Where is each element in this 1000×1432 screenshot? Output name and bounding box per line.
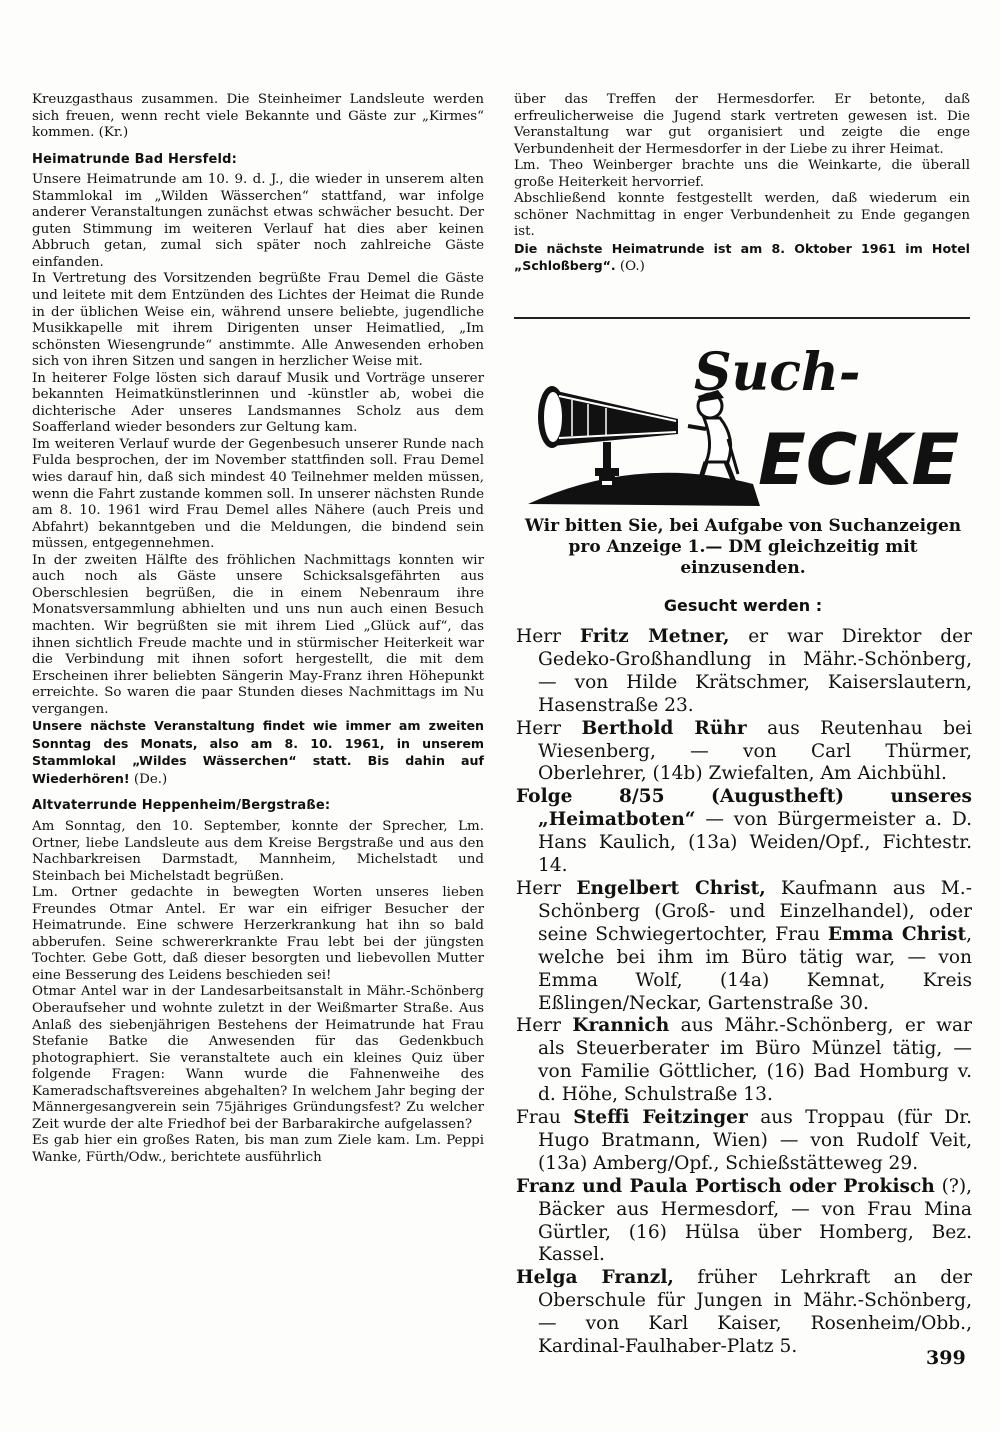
entry-text: — von Bürgermeister a. D. Hans Kaulich, (13a) Weiden/Opf., Fichtestr. 14. [538, 809, 972, 877]
search-ad-entry [516, 1107, 972, 1176]
entry-text: aus Reutenhau bei Wiesenberg, — von Carl Thürmer, Oberlehrer, (14b) Zwiefalten, Am Aichbühl. [538, 717, 973, 785]
divider-rule [514, 317, 970, 319]
entry-text: Kaufmann aus M.-Schönberg (Groß- und Einzelhandel), oder seine Schwiegertochter, Frau [538, 877, 972, 945]
announcement-paragraph [514, 241, 970, 276]
author-initials: (De.) [129, 771, 168, 787]
paragraph: Im weiteren Verlauf wurde der Gegenbesuch unserer Runde nach Fulda besprochen, der im November stattfinden soll. Frau Demel wies darauf hin, daß sich mindest 40 Teilnehmer melden müssen, wenn die Fahrt zustande kommen soll. In unserer nächsten Runde am 8. 10. 1961 wird Frau Demel alles Nähere (auch Preis und Abfahrt) bekanntgeben und die Meldungen, die bindend sein müssen, entgegennehmen. [32, 436, 484, 552]
search-ad-entry [516, 786, 972, 878]
announcement-paragraph [32, 718, 484, 788]
paragraph: In heiterer Folge lösten sich darauf Musik und Vorträge unserer bekannten Heimatkünstlerinnen und -künstler ab, wobei die dichterische Ader unseres Landsmannes Scholz aus dem Soafferland wieder besonders zur Geltung kam. [32, 370, 484, 436]
section-heading: Heimatrunde Bad Hersfeld: [32, 151, 238, 167]
entry-name: Krannich [572, 1015, 670, 1037]
entry-name: Helga Franzl, [516, 1267, 674, 1289]
fee-notice: Wir bitten Sie, bei Aufgabe von Suchanzeigen pro Anzeige 1.— DM gleichzeitig mit einzusenden. [524, 516, 962, 578]
entry-text: er war Direktor der Gedeko-Großhandlung in Mähr.-Schönberg, — von Hilde Krätschmer, Kaiserslautern, Hasenstraße 23. [538, 626, 973, 716]
entry-text: , welche bei ihm im Büro tätig war, — von Emma Wolf, (14a) Kemnat, Kreis Eßlingen/Neckar, Gartenstraße 30. [538, 923, 972, 1014]
paragraph: über das Treffen der Hermesdorfer. Er betonte, daß erfreulicherweise die Jugend stark vertreten gewesen ist. Die Veranstaltung war gut organisiert und zeigte die enge Verbundenheit der Hermesdorfer in der Liebe zu ihrer Heimat. [514, 92, 970, 157]
search-ad-entry [516, 1267, 972, 1359]
entry-text: aus Mähr.-Schönberg, er war als Steuerberater im Büro Münzel tätig, — von Familie Göttlicher, (16) Bad Homburg v. d. Höhe, Schulstraße 13. [538, 1015, 972, 1106]
entry-text: aus Troppau (für Dr. Hugo Bratmann, Wien) — von Rudolf Veit, (13a) Amberg/Opf., Schießstätteweg 29. [538, 1107, 972, 1174]
hill-shape [528, 473, 760, 506]
entry-text: früher Lehrkraft an der Oberschule für Jungen in Mähr.-Schönberg, — von Karl Kaiser, Rosenheim/Obb., Kardinal-Faulhaber-Platz 5. [538, 1267, 972, 1358]
paragraph: Lm. Ortner gedachte in bewegten Worten unseres lieben Freundes Otmar Antel. Er war ein eifriger Besucher der Heimatrunde. Eine schwere Herzerkrankung hat ihn so bald abberufen. Seine schwererkrankte Frau lebt bei der jüngsten Tochter. Gebe Gott, daß dieser besorgten und liebevollen Mutter eine Besserung des Leidens beschieden sei! [32, 885, 484, 983]
author-initials: (O.) [615, 259, 645, 275]
section-heading: Altvaterrunde Heppenheim/Bergstraße: [32, 798, 331, 814]
entry-name: Berthold Rühr [581, 717, 747, 739]
paragraph: In Vertretung des Vorsitzenden begrüßte Frau Demel die Gäste und leitete mit dem Entzünden des Lichtes der Heimat die Runde in der üblichen Weise ein, während unsere beliebte, jugendliche Musikkapelle mit ihrem Dirigenten unser Heimatlied, „Im schönsten Wiesengrunde“ anstimmte. Alle Anwesenden erhoben sich von ihren Sitzen und sangen in herzlicher Weise mit. [32, 271, 484, 370]
entry-prefix: Frau [516, 1107, 574, 1129]
entry-name: Folge 8/55 (Augustheft) unseres „Heimatboten“ [516, 786, 972, 831]
search-ad-entry [516, 1015, 972, 1107]
search-ad-entry [516, 1176, 972, 1268]
page-number: 399 [926, 1347, 966, 1369]
entry-text: (?), Bäcker aus Hermesdorf, — von Frau Mina Gürtler, (16) Hülsa über Homberg, Bez. Kassel. [538, 1175, 972, 1266]
paragraph: In der zweiten Hälfte des fröhlichen Nachmittags konnten wir auch noch als Gäste unsere Schicksalsgefährten aus Oberschlesien begrüßen, die in einem Nebenraum ihre Monatsversammlung abhielten und uns nun auch einen Besuch machten. Wir begrüßten sie mit ihrem Lied „Glück auf“, das ihnen sichtlich Freude machte und in stürmischer Heiterkeit war die Verbindung mit ihnen sofort hergestellt, die mit dem Erscheinen ihrer beliebten Sängerin May-Franz ihren Höhepunkt erreichte. So waren die paar Stunden dieses Nachmittags im Nu vergangen. [32, 552, 484, 717]
entry-prefix: Herr [516, 717, 582, 739]
search-ad-entry [516, 878, 972, 1015]
paragraph: Lm. Theo Weinberger brachte uns die Weinkarte, die überall große Heiterkeit hervorrief. [514, 158, 970, 190]
paragraph: Am Sonntag, den 10. September, konnte der Sprecher, Lm. Ortner, liebe Landsleute aus dem Kreise Bergstraße und aus den Nachbarkreisen Darmstadt, Mannheim, Michelstadt und Steinbach bei Michelstadt begrüßen. [32, 818, 484, 884]
entry-name: Emma Christ [827, 923, 967, 945]
wanted-heading: Gesucht werden : [663, 596, 823, 615]
right-column-top [514, 92, 970, 276]
entry-name: Engelbert Christ, [576, 877, 766, 899]
paragraph: Abschließend konnte festgestellt werden, daß wiederum ein schöner Nachmittag in enger Verbundenheit zu Ende gegangen ist. [514, 191, 970, 240]
announcement-bold: Die nächste Heimatrunde ist am 8. Oktober 1961 im Hotel „Schloßberg“. [514, 240, 970, 274]
announcement-bold: Unsere nächste Veranstaltung findet wie immer am zweiten Sonntag des Monats, also am 8. 10. 1961, in unserem Stammlokal „Wildes Wässerchen“ statt. Bis dahin auf Wiederhören! [32, 718, 484, 786]
banner-title-ecke: ECKE [758, 419, 960, 501]
search-ad-entry [516, 718, 972, 787]
banner-title-such: Such- [694, 342, 861, 403]
paragraph: Es gab hier ein großes Raten, bis man zum Ziele kam. Lm. Peppi Wanke, Fürth/Odw., berichtete ausführlich [32, 1133, 484, 1165]
paragraph: Kreuzgasthaus zusammen. Die Steinheimer Landsleute werden sich freuen, wenn recht viele Bekannte und Gäste zur „Kirmes“ kommen. (Kr.) [32, 92, 484, 141]
left-column [32, 92, 484, 1166]
entry-name: Fritz Metner, [579, 626, 730, 647]
paragraph: Unsere Heimatrunde am 10. 9. d. J., die wieder in unserem alten Stammlokal im „Wilden Wässerchen“ stattfand, war infolge anderer Veranstaltungen zunächst etwas schwächer besucht. Der guten Stimmung im weiteren Verlauf hat dies aber keinen Abbruch getan, zumal sich später noch zahlreiche Gäste einfanden. [32, 172, 484, 270]
paragraph: Otmar Antel war in der Landesarbeitsanstalt in Mähr.-Schönberg Oberaufseher und wohnte zuletzt in der Weißmarter Straße. Aus Anlaß des siebenjährigen Bestehens der Heimatrunde hat Frau Stefanie Batke die Anwesenden für das Gedenkbuch photographiert. Sie veranstaltete auch ein kleines Quiz über folgende Fragen: Wann wurde die Fahnenweihe des Kameradschaftsvereines abgehalten? In welchem Jahr beging der Männergesangverein sein 75jähriges Gründungsfest? Zu welcher Zeit wurde der alte Friedhof bei der Barbarakirche aufgelassen? [32, 984, 484, 1132]
such-ecke-banner [528, 334, 964, 512]
entry-prefix: Herr [516, 877, 577, 899]
entry-name: Steffi Feitzinger [573, 1107, 748, 1129]
megaphone-icon [538, 386, 678, 448]
search-ad-entry [516, 626, 972, 718]
search-ads-list [516, 626, 972, 1359]
entry-name: Franz und Paula Portisch oder Prokisch [516, 1175, 935, 1197]
entry-prefix: Herr [516, 1015, 573, 1037]
entry-prefix: Herr [516, 626, 580, 647]
